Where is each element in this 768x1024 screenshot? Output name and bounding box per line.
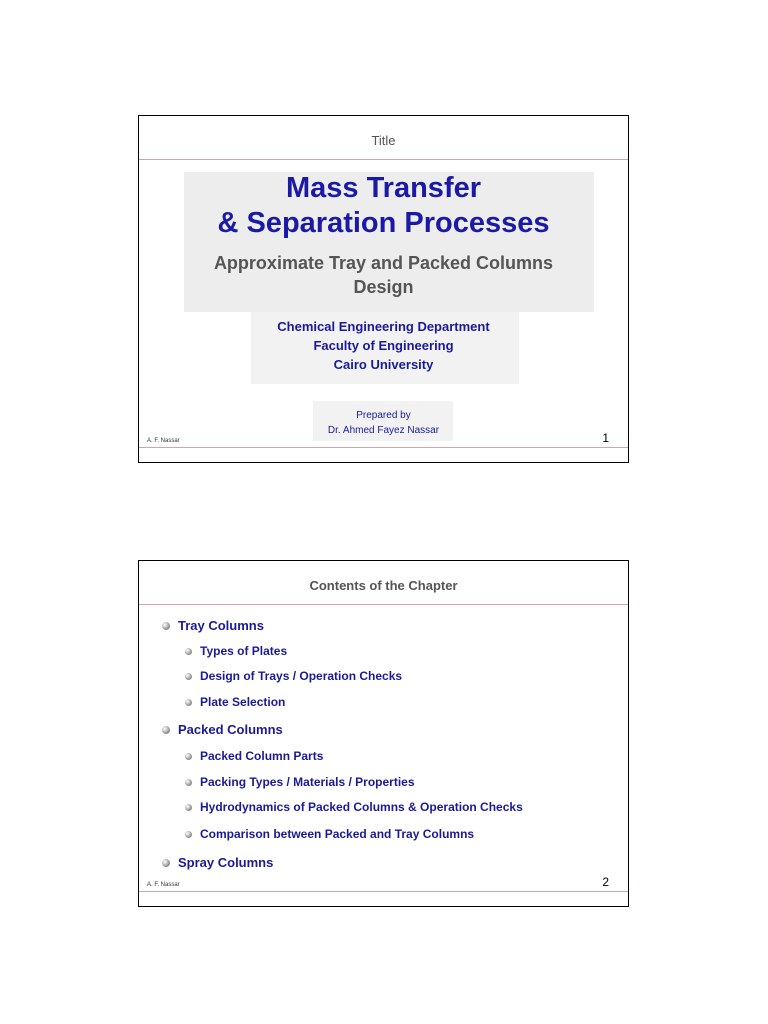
bullet-icon bbox=[185, 673, 192, 680]
list-item-label: Plate Selection bbox=[200, 695, 286, 709]
list-item bbox=[185, 749, 323, 763]
department-info bbox=[139, 317, 628, 374]
bullet-icon bbox=[185, 699, 192, 706]
footer-author: A. F. Nassar bbox=[147, 882, 180, 888]
footer-author: A. F. Nassar bbox=[147, 438, 180, 444]
list-item bbox=[185, 644, 287, 658]
list-item bbox=[185, 695, 285, 709]
bullet-icon bbox=[185, 753, 192, 760]
department-name: Chemical Engineering Department bbox=[277, 319, 490, 334]
bullet-icon bbox=[162, 859, 170, 867]
faculty-name: Faculty of Engineering bbox=[313, 338, 454, 353]
header-divider bbox=[139, 159, 628, 160]
list-item-label: Spray Columns bbox=[178, 855, 274, 870]
bullet-icon bbox=[185, 779, 192, 786]
subtitle-line-2: Design bbox=[353, 277, 414, 297]
list-item bbox=[185, 827, 474, 841]
slide-1 bbox=[138, 115, 629, 463]
footer-divider bbox=[139, 891, 628, 892]
list-item-label: Comparison between Packed and Tray Columns bbox=[200, 827, 475, 841]
footer-divider bbox=[139, 447, 628, 448]
slide-2 bbox=[138, 560, 629, 907]
page-number: 2 bbox=[602, 875, 609, 889]
author-name: Dr. Ahmed Fayez Nassar bbox=[327, 425, 440, 436]
prepared-by-label: Prepared by bbox=[356, 410, 411, 421]
bullet-icon bbox=[162, 622, 170, 630]
title-line-1: Mass Transfer bbox=[285, 172, 482, 204]
subtitle-line-1: Approximate Tray and Packed Columns bbox=[213, 253, 554, 273]
subtitle bbox=[139, 251, 628, 299]
list-item-label: Tray Columns bbox=[178, 618, 264, 633]
bullet-icon bbox=[185, 648, 192, 655]
page-number: 1 bbox=[602, 431, 609, 445]
main-title bbox=[139, 171, 628, 241]
slide-header: Title bbox=[371, 133, 396, 148]
bullet-icon bbox=[185, 831, 192, 838]
list-item bbox=[162, 618, 264, 633]
list-item bbox=[185, 800, 523, 814]
list-item bbox=[185, 775, 415, 789]
list-item-label: Hydrodynamics of Packed Columns & Operation Checks bbox=[200, 800, 523, 814]
title-line-2: & Separation Processes bbox=[217, 207, 550, 239]
list-item bbox=[162, 722, 283, 737]
university-name: Cairo University bbox=[333, 357, 434, 372]
bullet-icon bbox=[162, 726, 170, 734]
list-item-label: Packing Types / Materials / Properties bbox=[200, 775, 415, 789]
bullet-icon bbox=[185, 804, 192, 811]
header-divider bbox=[139, 604, 628, 605]
list-item-label: Design of Trays / Operation Checks bbox=[200, 669, 403, 683]
list-item-label: Types of Plates bbox=[200, 644, 288, 658]
list-item bbox=[162, 855, 273, 870]
list-item-label: Packed Columns bbox=[178, 722, 283, 737]
slide-header: Contents of the Chapter bbox=[309, 578, 458, 593]
list-item bbox=[185, 669, 402, 683]
prepared-by bbox=[139, 408, 628, 438]
list-item-label: Packed Column Parts bbox=[200, 749, 324, 763]
